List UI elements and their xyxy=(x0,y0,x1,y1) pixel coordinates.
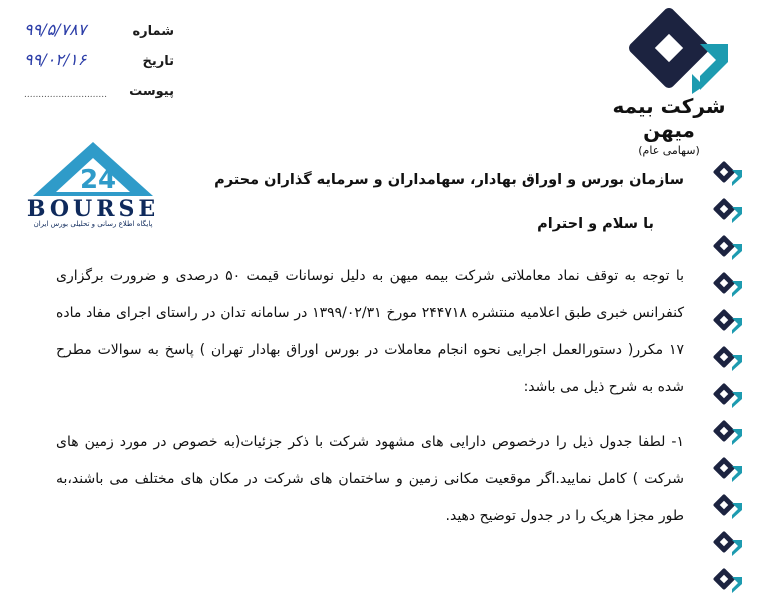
pattern-logo-icon xyxy=(713,568,742,593)
attachment-dots: ............................. xyxy=(24,90,107,100)
letter-body xyxy=(56,168,684,535)
pattern-logo-icon xyxy=(713,420,742,445)
company-type: (سهامی عام) xyxy=(638,144,700,157)
pattern-logo-icon xyxy=(713,346,742,371)
company-logo xyxy=(588,4,750,157)
company-name: شرکت بیمه میهن xyxy=(612,94,726,142)
date-label: تاریخ xyxy=(142,54,174,69)
bourse-word: BOURSE xyxy=(26,196,160,222)
side-pattern xyxy=(704,150,752,609)
addressee: سازمان بورس و اوراق بهادار، سهامداران و سرمایه گذاران محترم xyxy=(214,172,684,188)
pattern-logo-icon xyxy=(713,531,742,556)
pattern-logo-icon xyxy=(713,457,742,482)
date-row xyxy=(24,50,174,80)
pattern-logo-icon xyxy=(713,272,742,297)
paragraph-1: با توجه به توقف نماد معاملاتی شرکت بیمه میهن به دلیل نوسانات قیمت ۵۰ درصدی و ضرورت برگزاری کنفرانس خبری طبق اعلامیه منتشره ۲۴۴۷۱۸ مورخ ۱۳۹۹/۰۲/۳۱ در سامانه تدان در راستای اجرای مفاد ماده ۱۷ مکرر( دستورالعمل اجرایی نحوه انجام معاملات در بورس اوراق بهادار تهران ) پاسخ به سوالات مطرح شده به شرح ذیل می باشد: xyxy=(56,268,685,395)
number-label: شماره xyxy=(132,24,174,39)
paragraph-2: ۱- لطفا جدول ذیل را درخصوص دارایی های مشهود شرکت با ذکر جزئیات(به خصوص در مورد زمین های شرکت ) کامل نمایید.اگر موقعیت مکانی زمین و ساختمان های شرکت در مکان های مختلف می باشند،به طور مجزا هریک را در جدول توضیح دهید. xyxy=(56,434,684,524)
bourse-tagline: پایگاه اطلاع رسانی و تحلیلی بورس ایران xyxy=(33,220,153,228)
pattern-logo-icon xyxy=(713,198,742,223)
number-value: ۹۹/۵/۷۸۷ xyxy=(24,20,87,39)
date-value: ۹۹/۰۲/۱۶ xyxy=(24,50,87,69)
mihan-logo-icon xyxy=(588,4,750,96)
attachment-label: پیوست xyxy=(129,84,174,99)
pattern-logo-icon xyxy=(713,235,742,260)
letter-meta xyxy=(24,20,174,110)
greeting: با سلام و احترام xyxy=(537,216,654,232)
svg-text:2: 2 xyxy=(80,165,99,195)
svg-text:4: 4 xyxy=(98,165,117,195)
number-row xyxy=(24,20,174,50)
pattern-logo-icon xyxy=(713,383,742,408)
pattern-logo-icon xyxy=(713,309,742,334)
pattern-logo-icon xyxy=(713,161,742,186)
attachment-row xyxy=(24,80,174,110)
pattern-logo-icon xyxy=(713,494,742,519)
